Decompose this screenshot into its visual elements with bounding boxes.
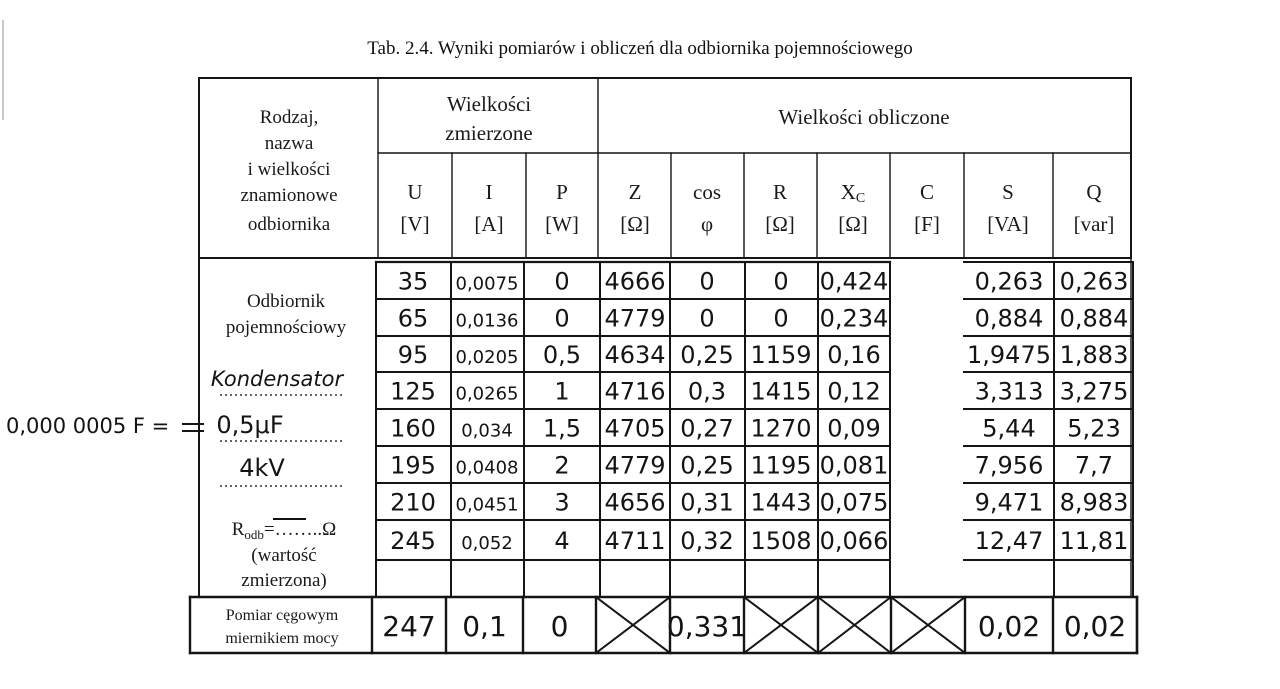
header-measured-line-1: Wielkości xyxy=(446,92,532,116)
cell-I-row-4: 0,0265 xyxy=(455,383,519,405)
cell-Q-row-4: 3,275 xyxy=(1059,377,1129,406)
clamp-cell-cos-phi: 0,331 xyxy=(666,610,748,643)
svg-text:[Ω]: [Ω] xyxy=(765,212,795,236)
cell-I-row-1: 0,0075 xyxy=(455,273,519,295)
cell-U-row-8: 245 xyxy=(390,527,436,555)
svg-text:[V]: [V] xyxy=(400,212,430,236)
clamp-cell-U: 247 xyxy=(382,610,436,643)
svg-text:[Ω]: [Ω] xyxy=(838,212,868,236)
cell-I-row-5: 0,034 xyxy=(461,420,513,442)
svg-text:cos: cos xyxy=(693,180,721,204)
cell-Z-row-3: 4634 xyxy=(604,341,666,369)
cell-S-row-4: 3,313 xyxy=(974,377,1044,406)
cell-Q-row-5: 5,23 xyxy=(1067,414,1121,443)
cell-R-row-8: 1508 xyxy=(750,527,812,555)
cell-Z-row-2: 4779 xyxy=(604,304,666,333)
side-annotation: 0,000 0005 F = xyxy=(6,414,170,438)
cell-U-row-2: 65 xyxy=(397,304,429,333)
cell-Q-row-3: 1,883 xyxy=(1059,341,1129,369)
svg-text:[VA]: [VA] xyxy=(987,212,1029,236)
cell-S-row-3: 1,9475 xyxy=(967,341,1051,369)
column-header-Xc xyxy=(838,180,868,236)
cell-U-row-3: 95 xyxy=(397,341,429,369)
svg-text:[A]: [A] xyxy=(474,212,504,236)
column-header-I xyxy=(474,180,503,236)
clamp-cell-Q: 0,02 xyxy=(1063,610,1127,643)
cell-Z-row-4: 4716 xyxy=(604,377,666,406)
cell-Xc-row-7: 0,075 xyxy=(819,488,889,517)
column-header-C xyxy=(914,180,940,236)
receiver-label-line-2: pojemnościowy xyxy=(225,317,347,338)
cell-I-row-6: 0,0408 xyxy=(455,457,519,479)
table-caption: Tab. 2.4. Wyniki pomiarów i obliczeń dla odbiornika pojemnościowego xyxy=(367,38,913,59)
cell-S-row-6: 7,956 xyxy=(974,451,1044,480)
svg-text:U: U xyxy=(407,180,423,204)
cell-S-row-5: 5,44 xyxy=(982,414,1036,443)
cell-P-row-4: 1 xyxy=(554,377,570,406)
cell-Xc-row-5: 0,09 xyxy=(827,414,881,443)
cell-U-row-4: 125 xyxy=(390,377,436,406)
cell-cos-phi-row-5: 0,27 xyxy=(680,414,734,443)
cell-R-row-1: 0 xyxy=(773,267,789,296)
header-col0-line-3: i wielkości xyxy=(247,159,331,180)
cell-P-row-8: 4 xyxy=(554,527,570,555)
cell-I-row-2: 0,0136 xyxy=(455,310,519,332)
cell-R-row-2: 0 xyxy=(773,304,789,333)
cell-R-row-4: 1415 xyxy=(750,377,812,406)
cell-Q-row-7: 8,983 xyxy=(1059,488,1129,517)
cell-S-row-2: 0,884 xyxy=(974,304,1044,333)
cell-P-row-3: 0,5 xyxy=(542,341,582,369)
svg-text:S: S xyxy=(1002,180,1014,204)
cell-P-row-5: 1,5 xyxy=(542,414,582,443)
cell-S-row-7: 9,471 xyxy=(974,488,1044,517)
receiver-capacitance: 0,5μF xyxy=(216,411,284,439)
svg-text:[F]: [F] xyxy=(914,212,940,236)
cell-R-row-5: 1270 xyxy=(750,414,812,443)
cell-Q-row-2: 0,884 xyxy=(1059,304,1129,333)
cell-Z-row-5: 4705 xyxy=(604,414,666,443)
clamp-label-line-1: Pomiar cęgowym xyxy=(225,607,339,624)
column-header-Z xyxy=(620,180,650,236)
cell-I-row-8: 0,052 xyxy=(461,533,513,554)
cell-I-row-7: 0,0451 xyxy=(455,494,519,516)
cell-Z-row-6: 4779 xyxy=(604,451,666,480)
cell-R-row-6: 1195 xyxy=(750,451,812,480)
svg-text:XC: XC xyxy=(840,180,866,206)
cell-Q-row-6: 7,7 xyxy=(1074,451,1114,480)
column-header-P xyxy=(545,180,579,236)
receiver-voltage: 4kV xyxy=(239,454,285,482)
column-header-R xyxy=(765,180,795,236)
cell-Z-row-1: 4666 xyxy=(604,267,666,296)
svg-text:φ: φ xyxy=(700,212,714,236)
cell-S-row-8: 12,47 xyxy=(974,527,1044,555)
header-measured-line-2: zmierzone xyxy=(445,121,533,145)
column-header-S xyxy=(987,180,1029,236)
svg-text:R: R xyxy=(772,180,788,204)
rodb-label: $R_{odb}=\dots\dots..\Omega$ xyxy=(231,519,337,542)
header-col0-line-1: Rodzaj, xyxy=(259,107,319,128)
cell-S-row-1: 0,263 xyxy=(974,267,1044,296)
svg-text:[var]: [var] xyxy=(1073,212,1115,236)
clamp-label-line-2: miernikiem mocy xyxy=(225,630,339,647)
cell-cos-phi-row-1: 0 xyxy=(699,267,715,296)
column-header-U xyxy=(400,180,429,236)
svg-text:Z: Z xyxy=(628,180,642,204)
cell-Xc-row-6: 0,081 xyxy=(819,451,889,480)
rodb-note-line-2: zmierzona) xyxy=(241,570,327,591)
clamp-cell-P: 0 xyxy=(550,610,569,643)
cell-Q-row-8: 11,81 xyxy=(1059,527,1129,555)
receiver-label-line-1: Odbiornik xyxy=(246,291,326,312)
cell-cos-phi-row-7: 0,31 xyxy=(680,488,734,517)
cell-P-row-2: 0 xyxy=(554,304,570,333)
cell-R-row-3: 1159 xyxy=(750,341,812,369)
cell-Xc-row-2: 0,234 xyxy=(819,304,889,333)
cell-cos-phi-row-8: 0,32 xyxy=(680,527,734,555)
cell-cos-phi-row-2: 0 xyxy=(699,304,715,333)
cell-Z-row-7: 4656 xyxy=(604,488,666,517)
cell-cos-phi-row-3: 0,25 xyxy=(680,341,734,369)
cell-P-row-7: 3 xyxy=(554,488,570,517)
receiver-name: Kondensator xyxy=(210,367,344,391)
cell-Xc-row-1: 0,424 xyxy=(819,267,889,296)
cell-cos-phi-row-6: 0,25 xyxy=(680,451,734,480)
clamp-cell-S: 0,02 xyxy=(977,610,1041,643)
header-computed: Wielkości obliczone xyxy=(778,105,950,129)
header-col0-line-2: nazwa xyxy=(264,133,314,154)
cell-Xc-row-3: 0,16 xyxy=(827,341,881,369)
cell-P-row-1: 0 xyxy=(554,267,570,296)
header-col0-line-5: odbiornika xyxy=(247,214,331,235)
column-header-Q xyxy=(1074,180,1115,236)
cell-U-row-5: 160 xyxy=(390,414,436,443)
cell-Z-row-8: 4711 xyxy=(604,527,666,555)
cell-U-row-7: 210 xyxy=(390,488,436,517)
svg-text:P: P xyxy=(556,180,568,204)
cell-cos-phi-row-4: 0,3 xyxy=(687,377,727,406)
cell-I-row-3: 0,0205 xyxy=(455,347,519,368)
clamp-cell-I: 0,1 xyxy=(462,610,507,643)
cell-Xc-row-4: 0,12 xyxy=(827,377,881,406)
header-col0-line-4: znamionowe xyxy=(240,185,338,206)
cell-U-row-1: 35 xyxy=(397,267,429,296)
svg-text:Q: Q xyxy=(1086,180,1102,204)
rodb-note-line-1: (wartość xyxy=(251,545,317,566)
svg-text:[W]: [W] xyxy=(545,212,579,236)
cell-Xc-row-8: 0,066 xyxy=(819,527,889,555)
cell-Q-row-1: 0,263 xyxy=(1059,267,1129,296)
cell-R-row-7: 1443 xyxy=(750,488,812,517)
svg-text:[Ω]: [Ω] xyxy=(620,212,650,236)
cell-U-row-6: 195 xyxy=(390,451,436,480)
cell-P-row-6: 2 xyxy=(554,451,570,480)
svg-text:C: C xyxy=(919,180,935,204)
column-header-cos-phi xyxy=(693,180,721,236)
svg-text:I: I xyxy=(485,180,493,204)
